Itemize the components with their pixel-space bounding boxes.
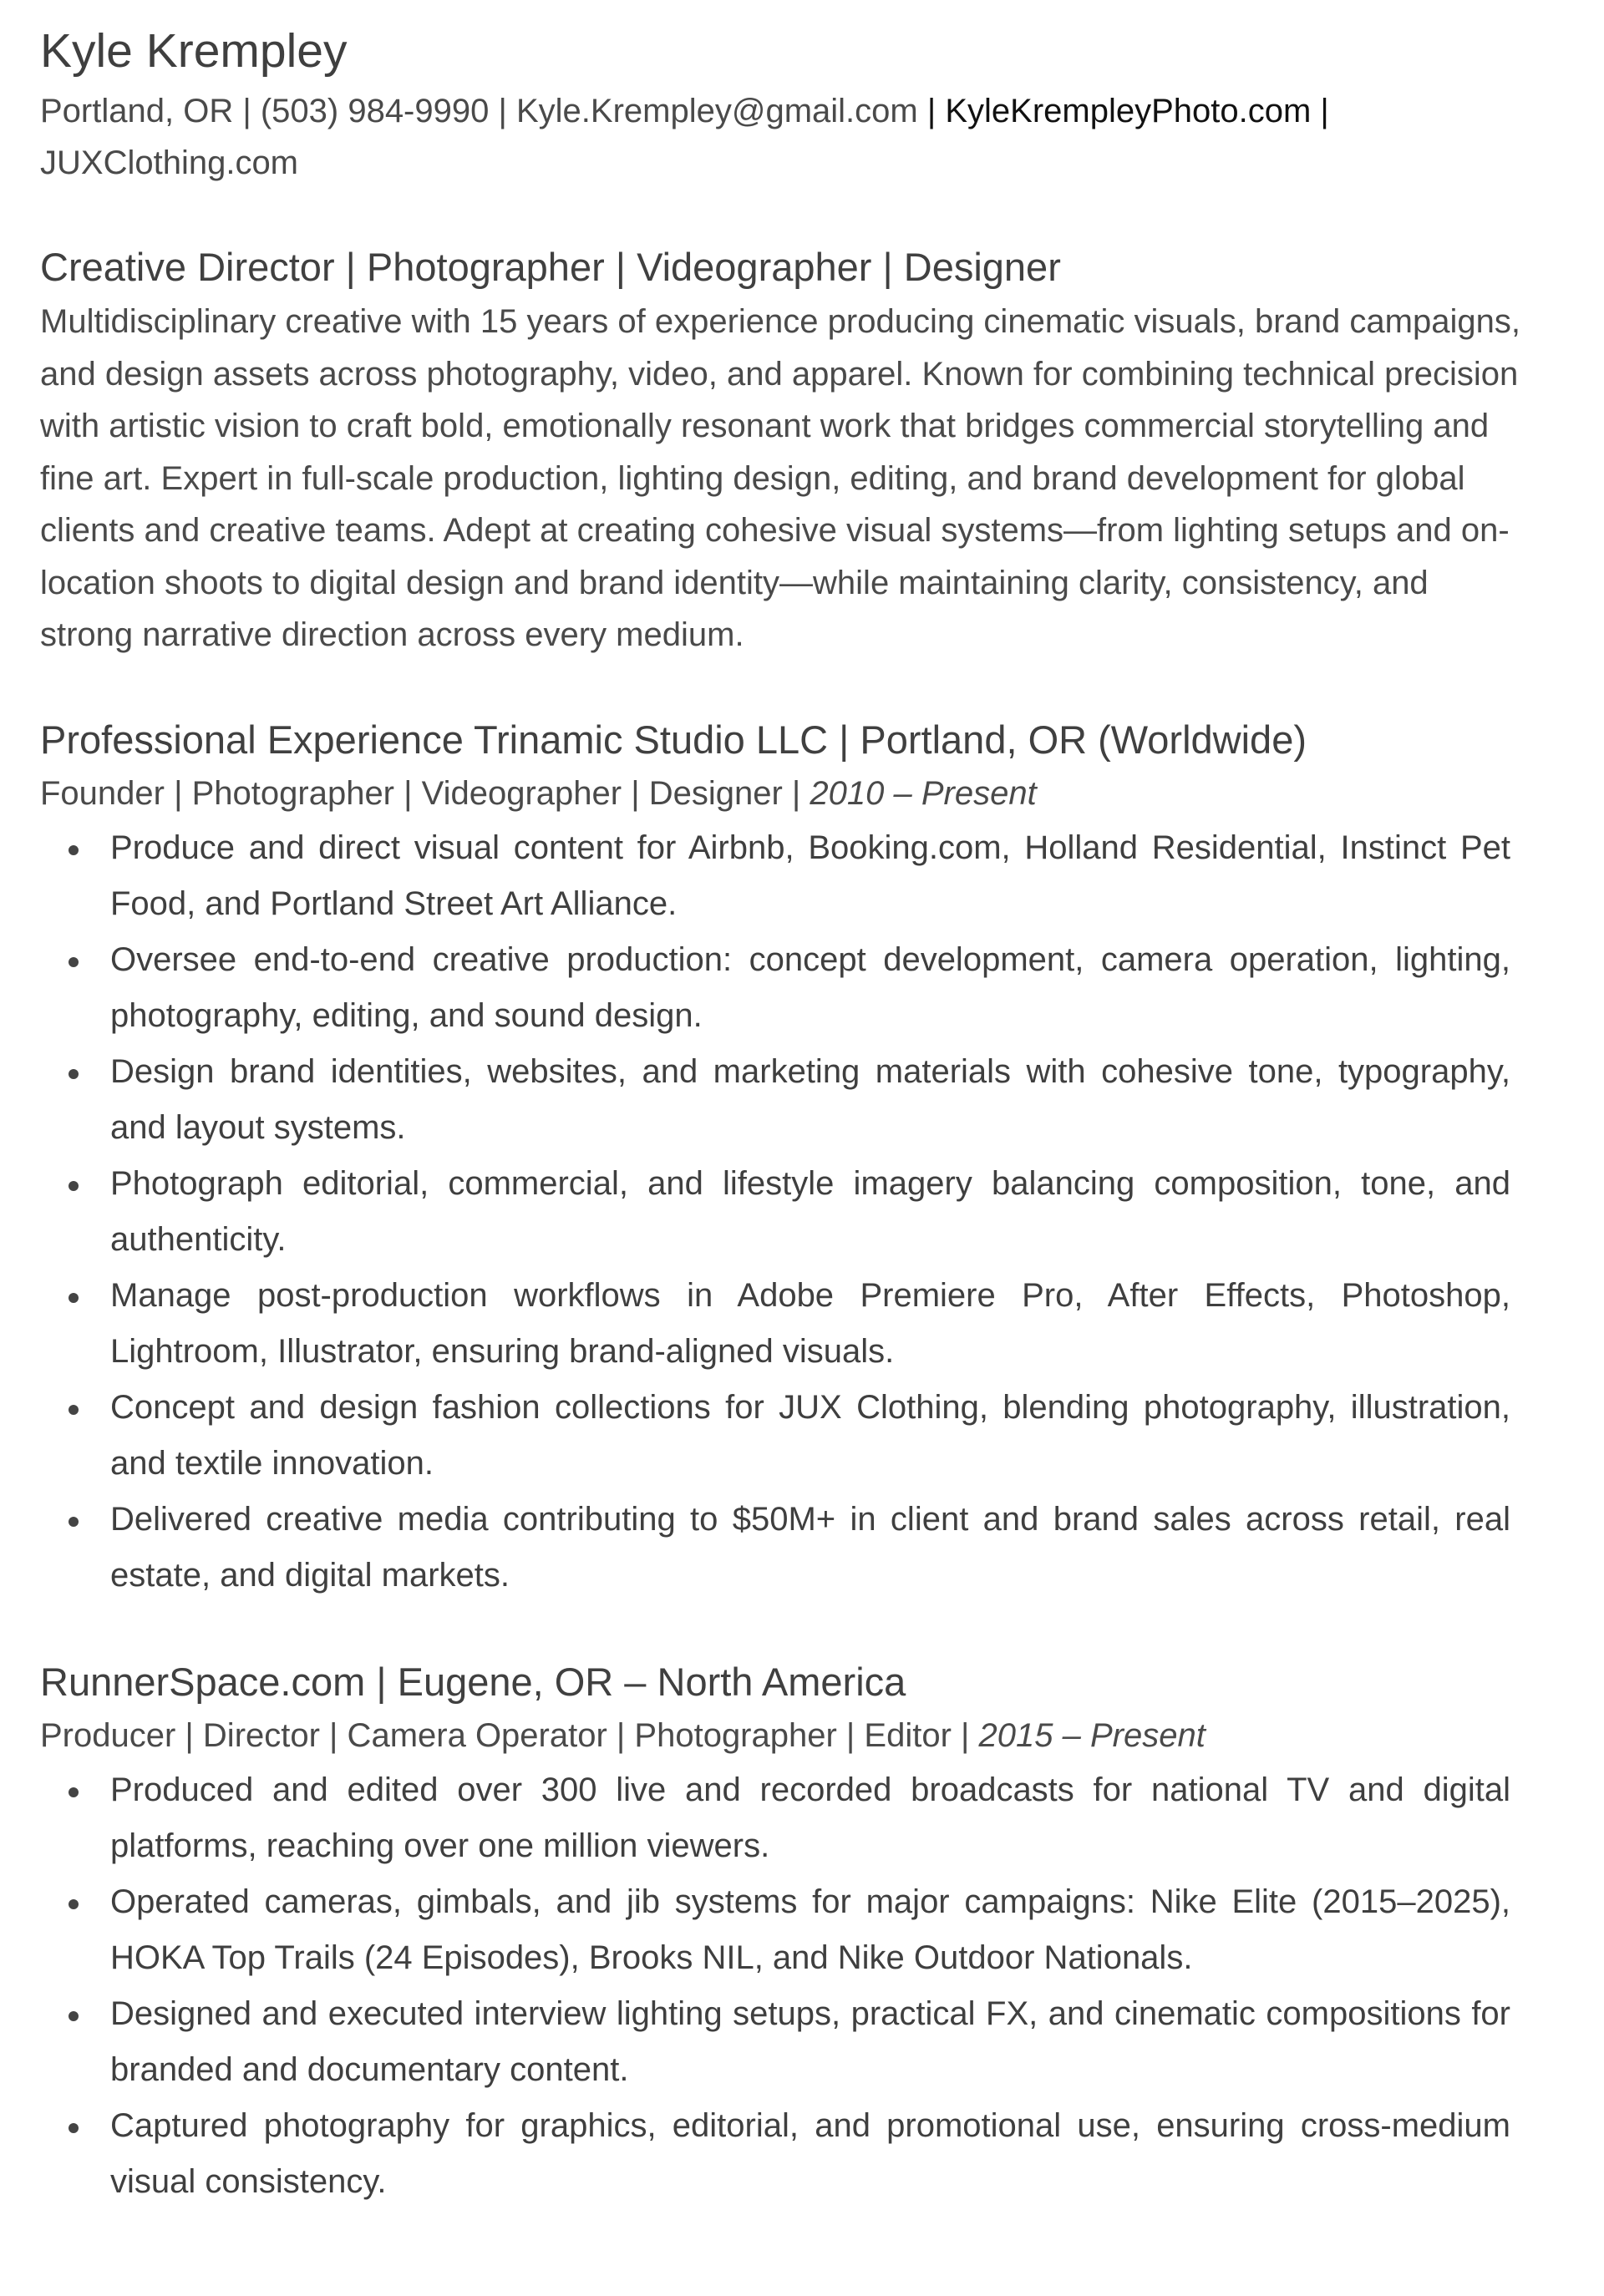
- bullet-text: Delivered creative media contributing to $50M+ in client and brand sales across retail, real estate, and digital markets.: [110, 1500, 1510, 1594]
- list-item: [40, 1492, 1510, 1604]
- list-item: [40, 1044, 1510, 1156]
- bullet-icon: [69, 1787, 79, 1797]
- role-dates: 2010 – Present: [810, 774, 1037, 812]
- bullet-text: Operated cameras, gimbals, and jib systems for major campaigns: Nike Elite (2015–2025), HOKA Top Trails (24 Episodes), Brooks NIL, and Nike Outdoor Nationals.: [110, 1883, 1510, 1976]
- bullet-text: Captured photography for graphics, editorial, and promotional use, ensuring cross-medium visual consistency.: [110, 2106, 1510, 2200]
- bullet-text: Concept and design fashion collections for JUX Clothing, blending photography, illustration, and textile innovation.: [110, 1388, 1510, 1482]
- bullet-icon: [69, 1517, 79, 1527]
- bullet-icon: [69, 1069, 79, 1079]
- bullet-text: Manage post-production workflows in Adobe Premiere Pro, After Effects, Photoshop, Lightroom, Illustrator, ensuring brand-aligned visuals.: [110, 1276, 1510, 1370]
- contact-line: [40, 85, 1520, 189]
- bullet-icon: [69, 1899, 79, 1909]
- list-item: [40, 1156, 1510, 1268]
- contact-photo-website[interactable]: | KyleKrempleyPhoto.com |: [917, 93, 1329, 129]
- list-item: [40, 1874, 1510, 1986]
- experience-heading-trinamic: Professional Experience Trinamic Studio LLC | Portland, OR (Worldwide): [40, 717, 1307, 762]
- list-item: [40, 1268, 1510, 1380]
- candidate-name: Kyle Krempley: [40, 24, 348, 78]
- bullet-text: Photograph editorial, commercial, and lifestyle imagery balancing composition, tone, and authenticity.: [110, 1164, 1510, 1258]
- bullet-icon: [69, 957, 79, 967]
- list-item: [40, 932, 1510, 1044]
- list-item: [40, 1986, 1510, 2098]
- bullet-text: Produce and direct visual content for Airbnb, Booking.com, Holland Residential, Instinct Pet Food, and Portland Street Art Alliance.: [110, 829, 1510, 922]
- spacer: [40, 1604, 1520, 1655]
- bullet-text: Designed and executed interview lighting setups, practical FX, and cinematic compositions for branded and documentary content.: [110, 1994, 1510, 2088]
- role-line-runnerspace: [40, 1709, 1520, 1762]
- spacer: [40, 661, 1520, 713]
- list-item: [40, 1380, 1510, 1492]
- contact-clothing-website[interactable]: JUXClothing.com: [40, 144, 299, 181]
- list-item: [40, 2098, 1510, 2210]
- list-item: [40, 820, 1510, 932]
- bullet-icon: [69, 2123, 79, 2133]
- bullet-icon: [69, 2011, 79, 2021]
- spacer: [40, 189, 1520, 241]
- role-line-trinamic: [40, 767, 1520, 820]
- summary-heading: Creative Director | Photographer | Videographer | Designer: [40, 245, 1061, 289]
- bullet-icon: [69, 845, 79, 855]
- bullet-text: Produced and edited over 300 live and recorded broadcasts for national TV and digital platforms, reaching over one million viewers.: [110, 1771, 1510, 1864]
- role-titles: Producer | Director | Camera Operator | Photographer | Editor |: [40, 1716, 979, 1754]
- experience-heading-runnerspace: RunnerSpace.com | Eugene, OR – North America: [40, 1659, 906, 1704]
- summary-text: Multidisciplinary creative with 15 years of experience producing cinematic visuals, brand campaigns, and design assets across photography, video, and apparel. Known for combining technical precision with artistic vision to craft bold, emotionally resonant work that bridges commercial storytelling and fine art. Expert in full-scale production, lighting design, editing, and brand development for global clients and creative teams. Adept at creating cohesive visual systems—from lighting setups and on-location shoots to digital design and brand identity—while maintaining clarity, consistency, and strong narrative direction across every medium.: [40, 303, 1520, 653]
- bullet-list-trinamic: [40, 820, 1520, 1604]
- role-dates: 2015 – Present: [978, 1716, 1206, 1754]
- bullet-list-runnerspace: [40, 1762, 1520, 2210]
- contact-location-phone-email: Portland, OR | (503) 984-9990 | Kyle.Krempley@gmail.com: [40, 93, 918, 129]
- bullet-icon: [69, 1405, 79, 1415]
- list-item: [40, 1762, 1510, 1874]
- bullet-icon: [69, 1181, 79, 1191]
- bullet-text: Design brand identities, websites, and marketing materials with cohesive tone, typography, and layout systems.: [110, 1052, 1510, 1146]
- role-titles: Founder | Photographer | Videographer | Designer |: [40, 774, 810, 812]
- bullet-icon: [69, 1293, 79, 1303]
- bullet-text: Oversee end-to-end creative production: concept development, camera operation, lighting, photography, editing, and sound design.: [110, 940, 1510, 1034]
